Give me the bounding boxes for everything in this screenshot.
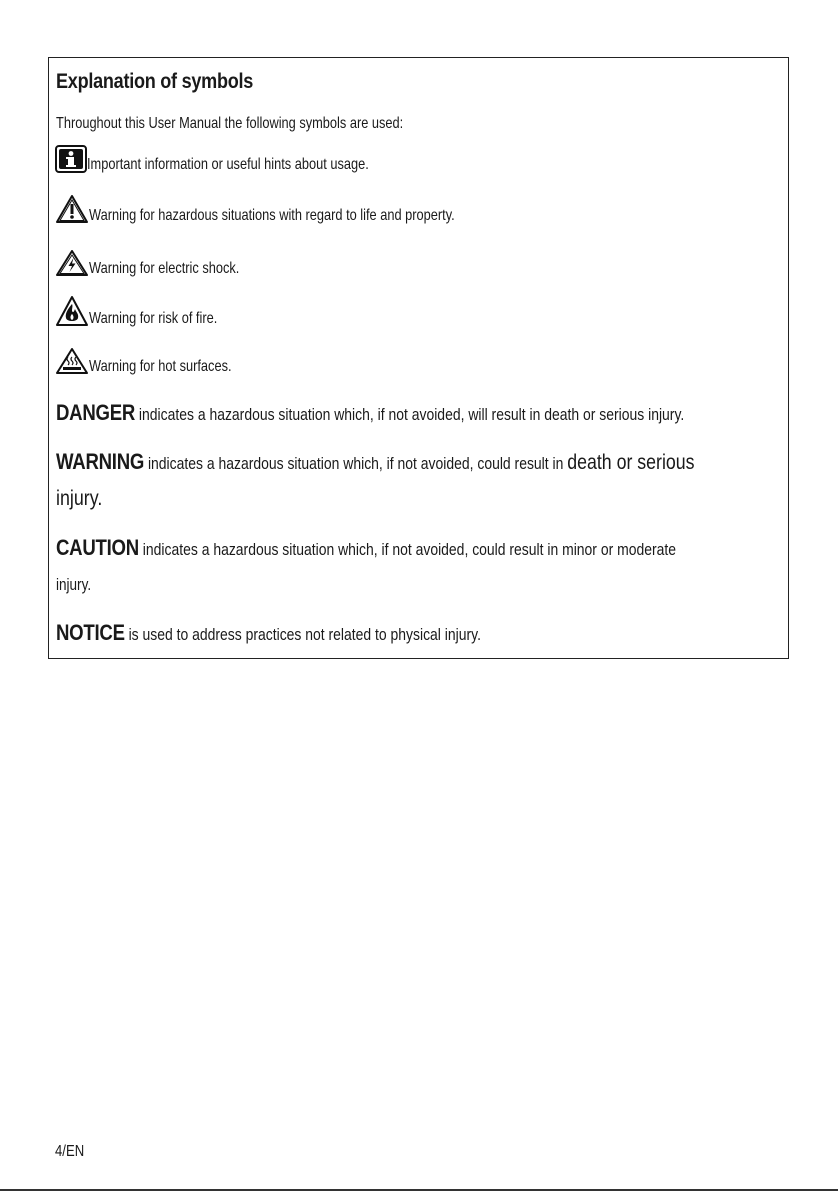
- symbol-text: Warning for hazardous situations with regard to life and property.: [89, 207, 455, 224]
- symbol-row-fire: [55, 295, 249, 327]
- info-icon: [55, 145, 87, 173]
- signal-warning-continuation: injury.: [56, 487, 103, 510]
- section-intro: Throughout this User Manual the following symbols are used:: [56, 115, 404, 132]
- signal-text: indicates a hazardous situation which, if not avoided, will result in death or serious injury.: [135, 406, 685, 424]
- signal-caution: [56, 535, 676, 561]
- symbol-row-info: [55, 145, 439, 173]
- signal-warning: [56, 449, 695, 475]
- signal-keyword: DANGER: [56, 400, 136, 425]
- signal-caution-continuation: injury.: [56, 576, 92, 594]
- signal-danger: [56, 400, 684, 426]
- signal-text: indicates a hazardous situation which, if not avoided, could result in: [144, 455, 568, 473]
- symbol-row-electric: [55, 249, 277, 277]
- signal-text: is used to address practices not related to physical injury.: [124, 626, 481, 644]
- electric-shock-icon: [55, 249, 89, 277]
- page-number: 4/EN: [55, 1143, 85, 1160]
- symbol-row-warning: [55, 194, 546, 224]
- warning-triangle-icon: [55, 194, 89, 224]
- symbol-row-hot-surface: [55, 347, 267, 375]
- hot-surface-icon: [55, 347, 89, 375]
- signal-keyword: CAUTION: [56, 535, 139, 560]
- signal-notice: [56, 620, 481, 646]
- signal-text: indicates a hazardous situation which, if not avoided, could result in minor or moderate: [138, 541, 677, 559]
- fire-icon: [55, 295, 89, 327]
- symbol-text: Important information or useful hints about usage.: [87, 156, 369, 173]
- signal-text-emphasis: death or serious: [567, 451, 695, 474]
- symbol-text: Warning for hot surfaces.: [89, 358, 232, 375]
- symbol-text: Warning for electric shock.: [89, 260, 240, 277]
- section-title: Explanation of symbols: [56, 70, 254, 93]
- signal-keyword: WARNING: [56, 449, 145, 474]
- symbol-text: Warning for risk of fire.: [89, 310, 218, 327]
- signal-keyword: NOTICE: [56, 620, 125, 645]
